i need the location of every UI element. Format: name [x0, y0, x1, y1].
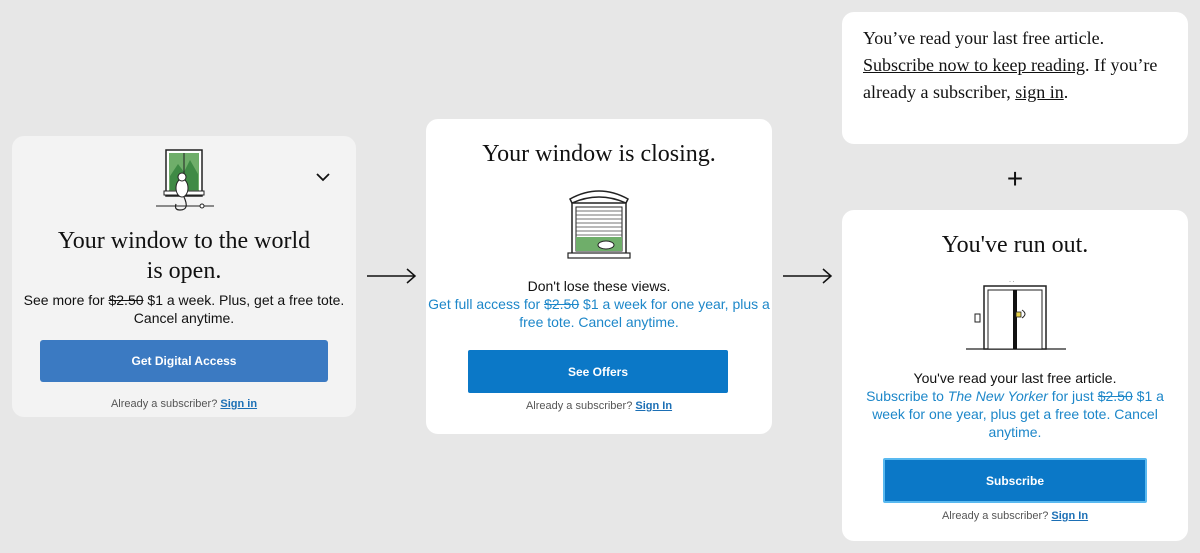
- paywall-card-closing: [426, 119, 772, 434]
- arrow-right-icon: [782, 266, 834, 286]
- old-price: $2.50: [1097, 388, 1133, 404]
- card1-title: Your window to the world is open.: [57, 228, 311, 284]
- subscriber-sign-in-line: Already a subscriber? Sign in: [110, 398, 258, 410]
- subscriber-sign-in-line: Already a subscriber? Sign In: [525, 400, 673, 412]
- card2-title: Your window is closing.: [482, 141, 716, 167]
- publication-name: The New Yorker: [947, 388, 1048, 404]
- get-digital-access-button[interactable]: Get Digital Access: [40, 340, 328, 382]
- chevron-down-icon[interactable]: [314, 170, 332, 184]
- card1-offer-text: See more for $2.50 $1 a week. Plus, get a free tote. Cancel anytime.: [23, 292, 345, 326]
- subscribe-now-link[interactable]: Subscribe now to keep reading: [863, 55, 1085, 75]
- card3-offer-text: You've read your last free article. Subscribe to The New Yorker for just $2.50 $1 a week for one year, plus get a free tote. Cancel anytime.: [866, 370, 1164, 440]
- sign-in-link[interactable]: Sign in: [220, 398, 258, 410]
- card3-title: You've run out.: [941, 232, 1089, 258]
- elevator-door-illustration: [964, 276, 1068, 352]
- paywall-card-run-out: [842, 210, 1188, 541]
- plus-sign: +: [1006, 163, 1024, 194]
- sign-in-link[interactable]: Sign In: [1051, 510, 1089, 522]
- old-price: $2.50: [544, 296, 580, 312]
- arrow-right-icon: [366, 266, 418, 286]
- sign-in-link[interactable]: sign in: [1015, 82, 1064, 102]
- card2-offer-text: Don't lose these views. Get full access for $2.50 $1 a week for one year, plus a free tote. Cancel anytime.: [428, 278, 770, 330]
- see-offers-button[interactable]: See Offers: [468, 350, 728, 393]
- svg-text:· ·: · ·: [1009, 279, 1015, 285]
- subscribe-button[interactable]: Subscribe: [883, 458, 1147, 503]
- old-price: $2.50: [108, 292, 144, 308]
- last-article-notice: You’ve read your last free article. Subscribe now to keep reading. If you’re already a subscriber, sign in.: [842, 12, 1188, 144]
- window-cat-illustration: [154, 148, 216, 214]
- subscriber-sign-in-line: Already a subscriber? Sign In: [941, 510, 1089, 522]
- paywall-card-open: [12, 136, 356, 417]
- sign-in-link[interactable]: Sign In: [635, 400, 673, 412]
- closing-window-illustration: [566, 187, 632, 261]
